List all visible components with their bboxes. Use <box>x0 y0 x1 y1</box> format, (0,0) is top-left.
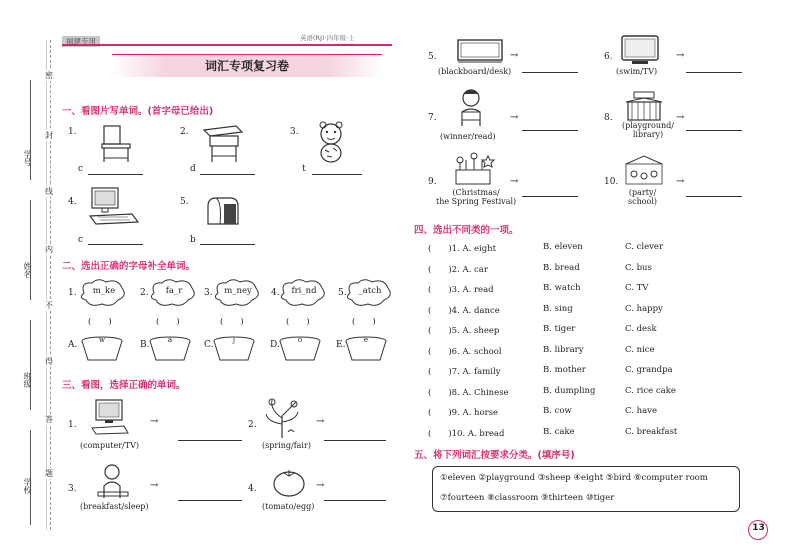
tiger-icon <box>313 120 349 164</box>
option-value: o <box>297 336 303 344</box>
option-letter: C. <box>204 340 214 350</box>
arrow-icon: → <box>676 50 685 61</box>
q-stem[interactable]: ( )2. A. car <box>428 265 488 275</box>
option-c: C. desk <box>625 324 657 334</box>
option-c: C. clever <box>625 242 664 252</box>
first-letter: b <box>190 235 196 245</box>
option-value: e <box>363 336 369 344</box>
answer-blank[interactable] <box>200 244 255 245</box>
option-value: j <box>232 336 236 344</box>
q-stem[interactable]: ( )5. A. sheep <box>428 326 500 336</box>
section-4-heading: 四、选出不同类的一项。 <box>414 225 519 236</box>
seal-word: 内 <box>45 245 53 254</box>
binding-strip <box>46 40 55 530</box>
option-b: B. mother <box>543 365 586 375</box>
header-tag-text: 福建专用 <box>66 37 96 46</box>
item-number: 6. <box>604 52 613 62</box>
school-field[interactable] <box>30 430 31 525</box>
option-b: B. watch <box>543 283 581 293</box>
answer-blank[interactable] <box>88 174 143 175</box>
item-number: 8. <box>604 113 613 123</box>
bread-icon <box>202 194 242 228</box>
festival-scene-icon <box>452 152 496 188</box>
option-value: w <box>99 336 105 344</box>
section-3-heading: 三、看图，选择正确的单词。 <box>62 380 186 391</box>
header-rule <box>62 44 392 46</box>
option-letter: E. <box>336 340 346 350</box>
answer-paren[interactable]: ( ) <box>352 317 376 327</box>
first-letter: c <box>78 235 84 245</box>
word-card: _atch <box>358 286 382 296</box>
item-number: 4. <box>68 197 77 207</box>
item-number: 3. <box>204 288 213 298</box>
boy-eating-icon <box>96 462 130 502</box>
desk-icon <box>200 122 244 164</box>
header-right: 英语(RJ)·四年级·上 <box>300 34 355 42</box>
section-2-heading: 二、选出正确的字母补全单词。 <box>62 261 196 272</box>
option-b: B. cake <box>543 427 575 437</box>
item-number: 4. <box>271 288 280 298</box>
answer-blank[interactable] <box>88 244 143 245</box>
arrow-icon: → <box>510 50 519 61</box>
option-c: C. bus <box>625 263 652 273</box>
answer-paren[interactable]: ( ) <box>220 317 244 327</box>
answer-blank[interactable] <box>522 72 578 73</box>
item-number: 3. <box>290 127 299 137</box>
option-c: C. happy <box>625 304 663 314</box>
option-b: B. bread <box>543 263 580 273</box>
option-c: C. nice <box>625 345 655 355</box>
tomato-icon <box>272 466 306 498</box>
word-choice: (computer/TV) <box>80 441 139 450</box>
answer-paren[interactable]: ( ) <box>156 317 180 327</box>
word-choice: (Christmas/ the Spring Festival) <box>436 188 517 206</box>
q-stem[interactable]: ( )10. A. bread <box>428 429 505 439</box>
word-choice: (tomato/egg) <box>262 502 315 511</box>
q-stem[interactable]: ( )6. A. school <box>428 347 502 357</box>
answer-blank[interactable] <box>522 130 578 131</box>
item-number: 5. <box>180 197 189 207</box>
option-letter: D. <box>270 340 280 350</box>
answer-blank[interactable] <box>178 500 242 501</box>
computer-icon <box>90 398 130 436</box>
answer-blank[interactable] <box>178 440 242 441</box>
option-b: B. eleven <box>543 242 583 252</box>
word-bank-line-2: ⑦fourteen ⑧classroom ⑨thirteen ⑩tiger <box>440 493 615 503</box>
answer-blank[interactable] <box>522 196 578 197</box>
section-1-heading: 一、看图片写单词。(首字母已给出) <box>62 106 214 117</box>
class-label: 班级 <box>23 372 32 388</box>
blackboard-icon <box>456 38 504 64</box>
first-letter: d <box>190 164 196 174</box>
word-choice: (blackboard/desk) <box>438 67 512 76</box>
arrow-icon: → <box>150 416 159 427</box>
word-choice: (party/ school) <box>628 188 658 206</box>
student-id-field[interactable] <box>30 80 31 180</box>
arrow-icon: → <box>150 480 159 491</box>
option-b: B. library <box>543 345 584 355</box>
answer-blank[interactable] <box>324 500 386 501</box>
library-icon <box>622 90 666 122</box>
option-letter: A. <box>68 340 78 350</box>
option-c: C. TV <box>625 283 649 293</box>
spring-scene-icon <box>262 396 302 440</box>
answer-blank[interactable] <box>324 440 386 441</box>
page-number: 13 <box>752 523 765 533</box>
option-letter: B. <box>140 340 150 350</box>
item-number: 9. <box>428 177 437 187</box>
seal-word: 封 <box>45 131 53 140</box>
item-number: 1. <box>68 288 77 298</box>
word-choice: (spring/fair) <box>262 441 311 450</box>
q-stem[interactable]: ( )1. A. eight <box>428 244 497 254</box>
option-b: B. cow <box>543 406 572 416</box>
answer-blank[interactable] <box>686 72 742 73</box>
arrow-icon: → <box>510 112 519 123</box>
word-choice: (swim/TV) <box>616 67 658 76</box>
item-number: 1. <box>68 127 77 137</box>
arrow-icon: → <box>676 112 685 123</box>
item-number: 5. <box>428 52 437 62</box>
first-letter: t <box>302 164 306 174</box>
item-number: 10. <box>604 177 619 187</box>
school-label: 学校 <box>23 478 32 494</box>
word-card: fa_r <box>165 286 183 296</box>
arrow-icon: → <box>510 176 519 187</box>
first-letter: c <box>78 164 84 174</box>
option-c: C. rice cake <box>625 386 676 396</box>
item-number: 2. <box>248 420 257 430</box>
tv-icon <box>620 34 660 66</box>
q-stem[interactable]: ( )7. A. family <box>428 367 501 377</box>
word-choice: (winner/read) <box>440 132 496 141</box>
q-stem[interactable]: ( )4. A. dance <box>428 306 500 316</box>
item-number: 2. <box>140 288 149 298</box>
answer-paren[interactable]: ( ) <box>286 317 310 327</box>
school-scene-icon <box>622 152 668 188</box>
arrow-icon: → <box>316 480 325 491</box>
word-card: fri_nd <box>291 286 317 296</box>
word-bank-line-1: ①eleven ②playground ③sheep ④eight ⑤bird ⑥computer room <box>440 473 708 483</box>
option-b: B. dumpling <box>543 386 596 396</box>
arrow-icon: → <box>316 416 325 427</box>
girl-reading-icon <box>454 86 488 128</box>
item-number: 7. <box>428 113 437 123</box>
q-stem[interactable]: ( )9. A. horse <box>428 408 499 418</box>
answer-paren[interactable]: ( ) <box>88 317 112 327</box>
answer-blank[interactable] <box>686 130 742 131</box>
word-card: m_ney <box>224 286 252 296</box>
seal-word: 不 <box>45 301 53 310</box>
section-5-heading: 五、将下列词汇按要求分类。(填序号) <box>414 450 575 461</box>
word-choice: (breakfast/sleep) <box>80 502 149 511</box>
chair-icon <box>98 122 138 164</box>
name-label: 姓名 <box>23 262 32 278</box>
item-number: 3. <box>68 484 77 494</box>
answer-blank[interactable] <box>686 196 742 197</box>
seal-word: 线 <box>45 187 53 196</box>
option-c: C. breakfast <box>625 427 678 437</box>
page-title: 词汇专项复习卷 <box>204 59 289 73</box>
class-field[interactable] <box>30 320 31 410</box>
student-id-label: 学号 <box>23 150 32 166</box>
answer-blank[interactable] <box>200 174 255 175</box>
q-stem[interactable]: ( )8. A. Chinese <box>428 388 509 398</box>
item-number: 5. <box>338 288 347 298</box>
option-value: a <box>167 336 173 344</box>
word-choice: (playground/ library) <box>622 121 674 139</box>
option-b: B. sing <box>543 304 573 314</box>
arrow-icon: → <box>676 176 685 187</box>
seal-word: 得 <box>45 357 53 366</box>
seal-word: 题 <box>45 469 53 478</box>
item-number: 1. <box>68 420 77 430</box>
q-stem[interactable]: ( )3. A. read <box>428 285 494 295</box>
seal-word: 密 <box>45 71 53 80</box>
name-field[interactable] <box>30 200 31 300</box>
option-b: B. tiger <box>543 324 576 334</box>
answer-blank[interactable] <box>312 174 362 175</box>
seal-word: 答 <box>45 415 53 424</box>
word-card: m_ke <box>92 286 116 296</box>
computer-icon <box>88 186 140 228</box>
item-number: 4. <box>248 484 257 494</box>
option-c: C. have <box>625 406 657 416</box>
item-number: 2. <box>180 127 189 137</box>
option-c: C. grandpa <box>625 365 673 375</box>
